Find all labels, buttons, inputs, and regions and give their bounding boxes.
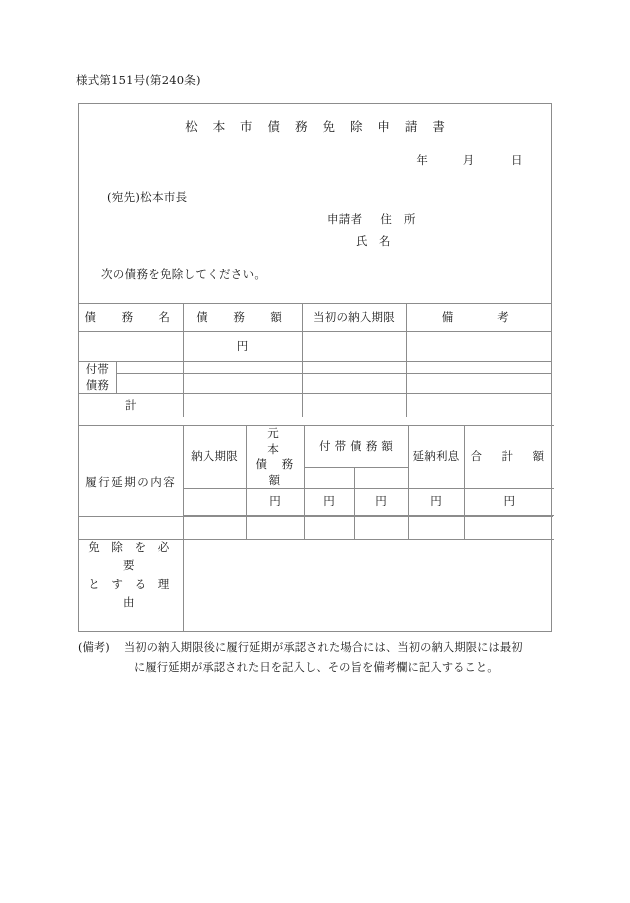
reason-value-cell[interactable]: [183, 517, 553, 633]
footer-note-text1: 当初の納入期限後に履行延期が承認された場合には、当初の納入期限には最初: [123, 641, 523, 654]
debt-table: [79, 303, 551, 417]
cell-ancillary-a[interactable]: [304, 489, 354, 516]
header-deferred-interest-text: 延納利息: [412, 449, 460, 464]
unit-yen: 円: [503, 494, 516, 509]
table-row: [79, 374, 551, 394]
header-ancillary-b: [354, 468, 408, 489]
header-deferred-interest: [408, 426, 464, 489]
unit-yen: 円: [375, 494, 387, 509]
ancillary-label-line1: 付帯: [85, 362, 109, 376]
header-principal-line2: 債 務 額: [255, 457, 308, 487]
deferment-header-row: [79, 426, 554, 468]
reason-row: [79, 517, 553, 633]
lead-text: 次の債務を免除してください。: [101, 267, 267, 281]
cell-total-due[interactable]: [302, 394, 406, 418]
form-frame: [78, 103, 552, 632]
ancillary-label-line2: 債務: [85, 377, 109, 392]
unit-yen: 円: [323, 494, 335, 509]
footer-note-line2: に履行延期が承認された日を記入し、その旨を備考欄に記入すること。: [134, 660, 499, 674]
cell-ancillary-amount-2[interactable]: [183, 374, 302, 394]
table-header-row: [79, 304, 551, 332]
cell-original-due[interactable]: [302, 332, 406, 362]
header-principal-line1: 元 本: [267, 426, 314, 456]
form-header-area: [79, 104, 551, 304]
header-due-date: [183, 426, 246, 489]
deferment-row-label-text: 履行延期の内容: [85, 474, 177, 489]
header-original-due: 当初の納入期限: [313, 309, 395, 324]
reason-table: [79, 516, 553, 632]
date-month-label: 月: [462, 153, 475, 167]
header-debt-amount: 債 務 額: [196, 309, 289, 324]
ancillary-debt-label: [79, 362, 116, 394]
cell-principal[interactable]: [246, 489, 304, 516]
cell-ancillary-name-1[interactable]: [116, 362, 183, 374]
cell-ancillary-due-2[interactable]: [302, 374, 406, 394]
reason-label-line1: 免 除 を 必 要: [88, 539, 174, 573]
cell-debt-name[interactable]: [79, 332, 183, 362]
form-number: 様式第151号(第240条): [76, 73, 201, 87]
applicant-address-label: 住 所: [380, 212, 416, 226]
cell-total-remarks[interactable]: [406, 394, 551, 418]
cell-ancillary-name-2[interactable]: [116, 374, 183, 394]
cell-due-date[interactable]: [183, 489, 246, 516]
date-day-label: 日: [511, 153, 523, 167]
table-row-total: [79, 394, 551, 418]
header-ancillary-group-text: 付 帯 債 務 額: [319, 438, 393, 453]
applicant-label: 申請者: [327, 212, 363, 226]
addressee-label: (宛先)松本市長: [107, 190, 188, 204]
applicant-name-label: 氏 名: [356, 234, 391, 248]
header-due-date-text: 納入期限: [191, 449, 238, 464]
cell-ancillary-remarks-2[interactable]: [406, 374, 551, 394]
header-ancillary-a: [304, 468, 354, 489]
header-debt-name: 債 務 名: [84, 309, 177, 324]
footer-note-prefix: (備考): [78, 641, 110, 654]
cell-ancillary-amount-1[interactable]: [183, 362, 302, 374]
cell-total-amount[interactable]: [464, 489, 554, 516]
cell-remarks[interactable]: [406, 332, 551, 362]
table-row: [79, 362, 551, 374]
reason-label-line2: と す る 理 由: [88, 576, 174, 609]
table-row: [79, 332, 551, 362]
cell-ancillary-b[interactable]: [354, 489, 408, 516]
footer-note: [78, 638, 578, 678]
unit-yen: 円: [269, 494, 281, 509]
header-total-amount-text: 合 計 額: [470, 449, 549, 464]
header-principal: [246, 426, 314, 489]
cell-ancillary-due-1[interactable]: [302, 362, 406, 374]
header-remarks: 備 考: [441, 309, 516, 324]
unit-yen: 円: [430, 494, 442, 509]
date-line: [416, 152, 523, 168]
applicant-address-row: [327, 211, 416, 227]
page-title: 松 本 市 債 務 免 除 申 請 書: [185, 119, 451, 134]
cell-debt-amount[interactable]: [183, 332, 302, 362]
unit-yen: 円: [236, 338, 249, 353]
cell-total-amount[interactable]: [183, 394, 302, 418]
cell-deferred-interest[interactable]: [408, 489, 464, 516]
cell-ancillary-remarks-1[interactable]: [406, 362, 551, 374]
date-year-label: 年: [416, 153, 429, 167]
reason-label: [79, 517, 183, 633]
footer-note-line1: [78, 638, 578, 658]
applicant-name-row: [356, 233, 391, 249]
header-total-amount: [464, 426, 554, 489]
total-label: 計: [125, 397, 137, 412]
header-ancillary-group: [304, 426, 408, 468]
